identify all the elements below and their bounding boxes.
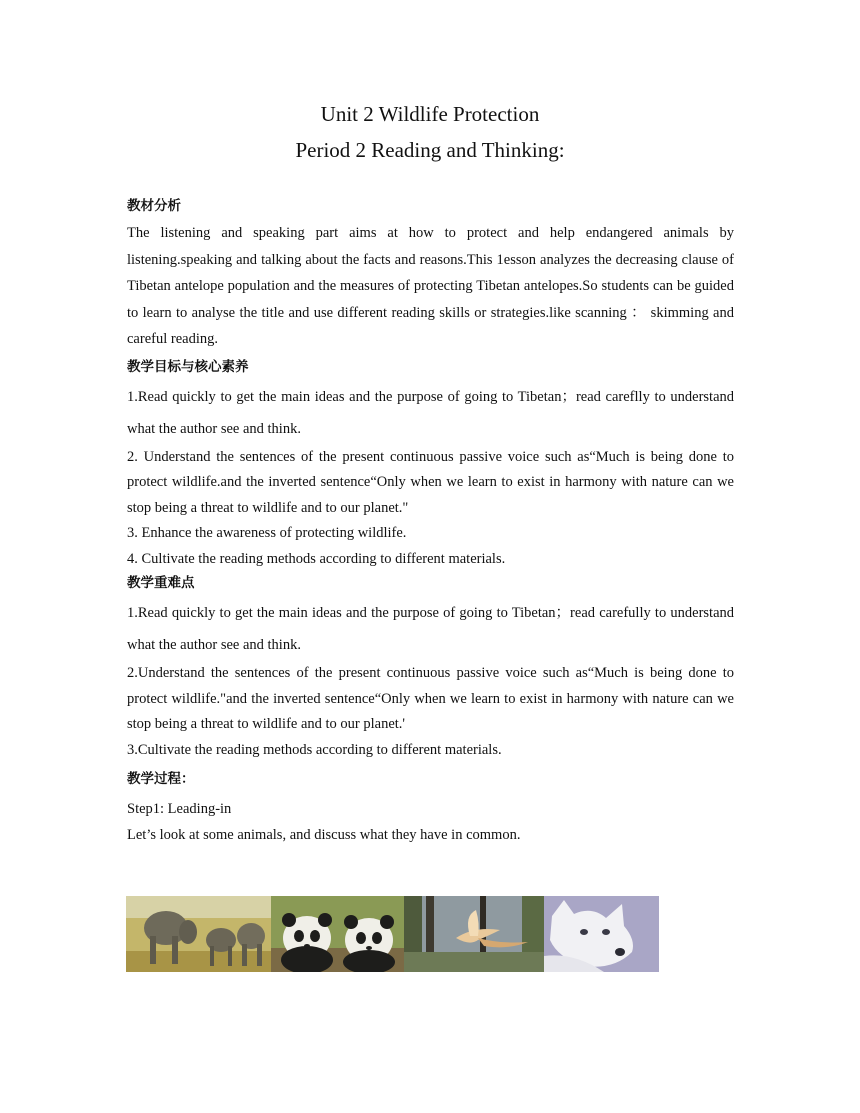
- document-subtitle: Period 2 Reading and Thinking:: [295, 138, 565, 162]
- wolf-photo: [544, 896, 659, 972]
- pandas-photo: [271, 896, 404, 972]
- section-heading-process: 教学过程：: [127, 771, 195, 788]
- section-heading-objectives: 教学目标与核心素养: [127, 358, 249, 375]
- step1-text: Let’s look at some animals, and discuss what they have in common.: [127, 826, 521, 843]
- objective-item-2: 2. Understand the sentences of the present continuous passive voice such as“Much is being done to protect wildlife.and the inverted sentence“Only when we learn to exist in harmony with nature can we stop being a threat to wildlife and to our planet.": [127, 448, 734, 516]
- key-point-item-2: 2.Understand the sentences of the present continuous passive voice such as“Much is being done to protect wildlife."and the inverted sentence“Only when we learn to exist in harmony with nature can we stop being a threat to wildlife and to our planet.': [127, 665, 734, 733]
- objective-item-4: 4. Cultivate the reading methods according to different materials.: [127, 550, 506, 567]
- bird-photo: [404, 896, 544, 972]
- key-point-item-1: 1.Read quickly to get the main ideas and the purpose of going to Tibetan；read carefully to understand what the author see and think.: [127, 605, 734, 654]
- objective-item-1: 1.Read quickly to get the main ideas and the purpose of going to Tibetan；read careflly to understand what the author see and think.: [127, 388, 734, 437]
- section-heading-key-points: 教学重难点: [127, 575, 195, 592]
- objective-item-3: 3. Enhance the awareness of protecting wildlife.: [127, 525, 407, 542]
- document-body: [127, 196, 734, 848]
- analysis-paragraph: The listening and speaking part aims at how to protect and help endangered animals by listening.speaking and talking about the facts and reasons.This 1esson analyzes the decreasing clause of Tibetan antelope population and the measures of protecting Tibetan antelopes.So students can be guided to learn to analyse the title and use different reading skills or strategies.like scanning ： skimming and careful reading.: [127, 225, 734, 348]
- document-title: Unit 2 Wildlife Protection: [320, 102, 540, 126]
- key-point-item-3: 3.Cultivate the reading methods according to different materials.: [127, 741, 502, 758]
- animal-images-strip: [126, 896, 659, 972]
- elephants-photo: [126, 896, 271, 972]
- section-heading-analysis: 教材分析: [127, 198, 181, 214]
- step1-title: Step1: Leading-in: [127, 801, 232, 818]
